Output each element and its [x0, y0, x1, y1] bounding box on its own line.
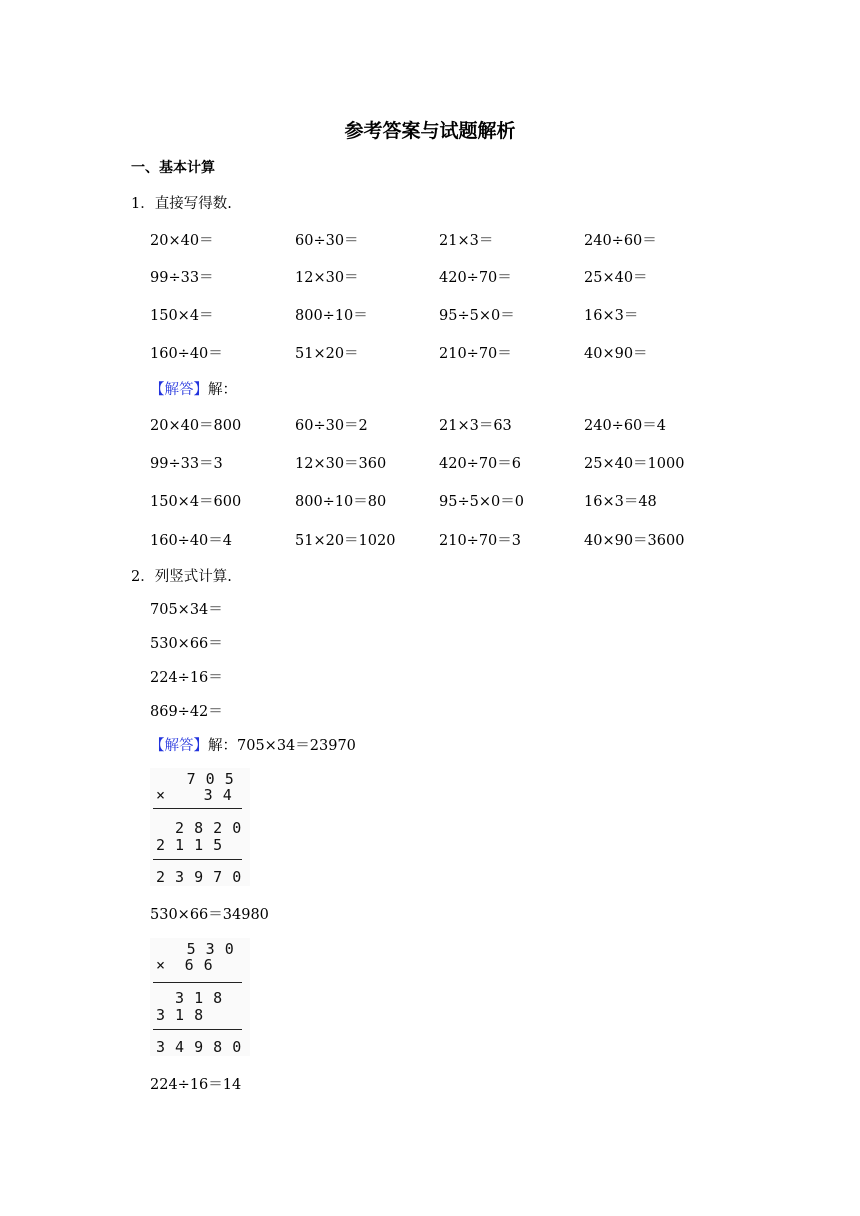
answer: 25×40＝1000	[584, 456, 685, 472]
answer-result: 530×66＝34980	[150, 907, 269, 923]
calc-item: 224÷16＝	[150, 670, 223, 686]
calc-item: 705×34＝	[150, 602, 223, 618]
expression: 210÷70＝	[439, 346, 512, 362]
calc-item: 530×66＝	[150, 636, 223, 652]
expression: 160÷40＝	[150, 346, 223, 362]
expression: 150×4＝	[150, 308, 214, 324]
calc-line: × 3 4	[156, 786, 233, 804]
calc-line: 2 3 9 7 0	[156, 868, 242, 886]
expression: 51×20＝	[295, 346, 359, 362]
answer: 800÷10＝80	[295, 494, 387, 510]
vertical-calculation-image	[150, 938, 250, 1056]
question-row	[150, 342, 790, 362]
answer-tag: 【解答】	[150, 382, 208, 398]
answer-label	[150, 378, 237, 399]
answer: 240÷60＝4	[584, 418, 667, 434]
answer-row	[150, 452, 790, 472]
answer: 40×90＝3600	[584, 533, 685, 549]
expression: 16×3＝	[584, 308, 639, 324]
answer: 150×4＝600	[150, 494, 242, 510]
answer: 60÷30＝2	[295, 418, 368, 434]
calc-line: × 6 6	[156, 956, 214, 974]
answer: 420÷70＝6	[439, 456, 522, 472]
expression: 25×40＝	[584, 270, 648, 286]
answer: 12×30＝360	[295, 456, 387, 472]
calc-line: 7 0 5	[158, 770, 235, 788]
expression: 240÷60＝	[584, 233, 657, 249]
section-heading: 一、基本计算	[131, 160, 215, 176]
calc-line: 3 4 9 8 0	[156, 1038, 242, 1056]
calc-rule	[153, 1029, 242, 1030]
answer: 51×20＝1020	[295, 533, 396, 549]
answer-label	[150, 734, 356, 755]
expression: 21×3＝	[439, 233, 494, 249]
question-1-prompt: 1．直接写得数.	[131, 196, 232, 212]
answer-result: 224÷16＝14	[150, 1077, 242, 1093]
expression: 40×90＝	[584, 346, 648, 362]
calc-rule	[153, 808, 242, 809]
answer-row	[150, 529, 790, 549]
vertical-calculation-image	[150, 768, 250, 886]
answer: 95÷5×0＝0	[439, 494, 524, 510]
calc-line: 2 1 1 5	[156, 836, 223, 854]
expression: 99÷33＝	[150, 270, 214, 286]
answer: 21×3＝63	[439, 418, 512, 434]
calc-line: 3 1 8	[156, 989, 223, 1007]
answer: 210÷70＝3	[439, 533, 522, 549]
expression: 800÷10＝	[295, 308, 368, 324]
calc-rule	[153, 859, 242, 860]
question-row	[150, 304, 790, 324]
answer: 16×3＝48	[584, 494, 657, 510]
answer: 99÷33＝3	[150, 456, 223, 472]
expression: 420÷70＝	[439, 270, 512, 286]
expression: 95÷5×0＝	[439, 308, 515, 324]
question-2-prompt: 2．列竖式计算.	[131, 569, 232, 585]
calc-rule	[153, 982, 242, 983]
answer-result: 解：705×34＝23970	[208, 738, 356, 754]
answer: 160÷40＝4	[150, 533, 233, 549]
expression: 60÷30＝	[295, 233, 359, 249]
question-row	[150, 266, 790, 286]
answer-row	[150, 490, 790, 510]
answer-row	[150, 414, 790, 434]
page-title: 参考答案与试题解析	[344, 120, 516, 142]
calc-line: 5 3 0	[158, 940, 235, 958]
calc-line: 2 8 2 0	[156, 819, 242, 837]
expression: 12×30＝	[295, 270, 359, 286]
question-row	[150, 229, 790, 249]
expression: 20×40＝	[150, 233, 214, 249]
answer-tag: 【解答】	[150, 738, 208, 754]
answer-prefix: 解：	[208, 382, 237, 398]
calc-item: 869÷42＝	[150, 704, 223, 720]
calc-line: 3 1 8	[156, 1006, 204, 1024]
answer: 20×40＝800	[150, 418, 242, 434]
